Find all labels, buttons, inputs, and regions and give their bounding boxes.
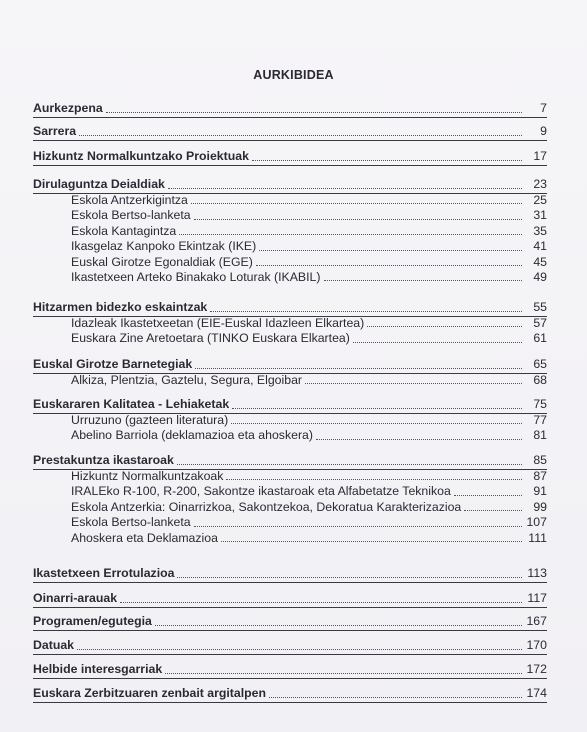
toc-page-number: 25 xyxy=(533,192,547,207)
toc-section xyxy=(33,100,547,117)
toc-page-number: 85 xyxy=(533,453,547,467)
toc-section xyxy=(33,452,547,546)
toc-subentry xyxy=(33,428,547,443)
toc-page-number: 113 xyxy=(527,566,547,580)
toc-section xyxy=(33,123,547,140)
dot-leader xyxy=(454,495,522,496)
section-underline xyxy=(33,702,547,703)
toc-section-title: Prestakuntza ikastaroak xyxy=(33,453,174,467)
toc-page-number: 91 xyxy=(533,484,547,499)
toc-subentry-title: IRALEko R-100, R-200, Sakontze ikastaroak eta Alfabetatze Teknikoa xyxy=(71,484,451,499)
toc-section-title: Oinarri-arauak xyxy=(33,591,118,605)
toc-section-title: Dirulaguntza Deialdiak xyxy=(33,177,165,191)
toc-page-number: 99 xyxy=(533,499,547,514)
section-underline xyxy=(33,630,547,631)
dot-leader xyxy=(367,326,522,327)
toc-subentry-title: Eskola Antzerkigintza xyxy=(71,192,188,207)
toc-page-number: 172 xyxy=(526,662,547,676)
toc-section-entry xyxy=(33,123,547,140)
dot-leader xyxy=(316,439,522,440)
toc-subentry-title: Hizkuntz Normalkuntzakoak xyxy=(71,468,224,483)
toc-subentry xyxy=(33,208,547,223)
dot-leader xyxy=(79,135,522,136)
toc-section-entry xyxy=(33,100,547,117)
toc-subentry-title: Eskola Bertso-lanketa xyxy=(71,208,191,223)
dot-leader xyxy=(221,541,522,542)
toc-subentry xyxy=(33,255,547,270)
section-underline xyxy=(33,117,547,118)
toc-subentry-title: Eskola Antzerkia: Oinarrizkoa, Sakontzekoa, Dekoratua Karakterizazioa xyxy=(71,499,462,514)
section-underline xyxy=(33,678,547,679)
section-underline xyxy=(33,607,547,608)
section-underline xyxy=(33,582,547,583)
toc-subentry xyxy=(33,373,547,388)
toc-section-entry xyxy=(33,637,547,654)
toc-section-title: Euskararen Kalitatea - Lehiaketak xyxy=(33,397,230,411)
toc-subentry xyxy=(33,515,547,530)
toc-page-number: 170 xyxy=(526,638,547,652)
toc-section xyxy=(33,148,547,165)
dot-leader xyxy=(177,464,522,465)
toc-subentry xyxy=(33,224,547,239)
toc-page-number: 61 xyxy=(533,331,547,346)
toc-page-number: 117 xyxy=(527,591,547,605)
dot-leader xyxy=(226,479,522,480)
dot-leader xyxy=(210,311,522,312)
toc-subentry-title: Eskola Bertso-lanketa xyxy=(71,515,191,530)
dot-leader xyxy=(77,649,522,650)
toc-section-entry xyxy=(33,176,547,193)
toc-page-number: 41 xyxy=(533,239,547,254)
toc-page-number: 55 xyxy=(533,300,547,314)
dot-leader xyxy=(232,408,522,409)
dot-leader xyxy=(120,602,522,603)
toc-subentry xyxy=(33,239,547,254)
toc-section-title: Hitzarmen bidezko eskaintzak xyxy=(33,300,208,314)
toc-subentry-title: Idazleak Ikastetxeetan (EIE-Euskal Idazleen Elkartea) xyxy=(71,315,365,330)
dot-leader xyxy=(353,342,522,343)
toc-subentry-title: Urruzuno (gazteen literatura) xyxy=(71,412,229,427)
dot-leader xyxy=(168,188,522,189)
dot-leader xyxy=(194,219,522,220)
toc-page-number: 35 xyxy=(533,223,547,238)
toc-section-title: Ikastetxeen Errotulazioa xyxy=(33,566,175,580)
toc-section-title: Aurkezpena xyxy=(33,101,103,115)
toc-page-number: 81 xyxy=(533,428,547,443)
toc-page-number: 174 xyxy=(526,686,547,700)
toc-section-entry xyxy=(33,396,547,413)
section-underline xyxy=(33,165,547,166)
toc-subentry-title: Abelino Barriola (deklamazioa eta ahoskera) xyxy=(71,428,313,443)
toc-section xyxy=(33,685,547,702)
toc-page-number: 31 xyxy=(533,208,547,223)
dot-leader xyxy=(256,265,522,266)
dot-leader xyxy=(269,697,522,698)
toc-subentry-title: Ahoskera eta Deklamazioa xyxy=(71,530,218,545)
toc-subentry xyxy=(33,270,547,285)
toc-section-title: Programen/egutegia xyxy=(33,614,152,628)
toc-page-number: 65 xyxy=(533,357,547,371)
toc-page-number: 23 xyxy=(533,177,547,191)
toc-subentry-title: Euskara Zine Aretoetara (TINKO Euskara Elkartea) xyxy=(71,331,350,346)
dot-leader xyxy=(195,368,522,369)
toc-section-entry xyxy=(33,613,547,630)
toc-subentry xyxy=(33,331,547,346)
toc-page-number: 111 xyxy=(528,530,547,545)
toc-section-entry xyxy=(33,590,547,607)
dot-leader xyxy=(252,160,522,161)
toc-section-entry xyxy=(33,299,547,316)
dot-leader xyxy=(191,203,522,204)
toc-section-title: Hizkuntz Normalkuntzako Proiektuak xyxy=(33,149,249,163)
toc-section xyxy=(33,590,547,607)
toc-subentry xyxy=(33,316,547,331)
toc-section xyxy=(33,637,547,654)
toc-page-number: 7 xyxy=(540,101,547,115)
toc-subentry-title: Eskola Kantagintza xyxy=(71,223,177,238)
dot-leader xyxy=(464,510,522,511)
toc-section xyxy=(33,396,547,444)
toc-page-number: 57 xyxy=(533,315,547,330)
dot-leader xyxy=(179,234,522,235)
toc-section-entry xyxy=(33,565,547,582)
dot-leader xyxy=(165,673,522,674)
toc-page-number: 107 xyxy=(526,515,547,530)
page-title: AURKIBIDEA xyxy=(253,68,334,82)
toc-section-title: Helbide interesgarriak xyxy=(33,662,163,676)
toc-section-entry xyxy=(33,452,547,469)
dot-leader xyxy=(155,625,522,626)
toc-subentry xyxy=(33,531,547,546)
dot-leader xyxy=(194,526,522,527)
toc-page-number: 87 xyxy=(533,468,547,483)
toc-section-entry xyxy=(33,661,547,678)
toc-page-number: 167 xyxy=(526,614,547,628)
toc-section-title: Sarrera xyxy=(33,124,77,138)
toc-section xyxy=(33,176,547,285)
toc-section xyxy=(33,661,547,678)
toc-section xyxy=(33,565,547,582)
dot-leader xyxy=(231,423,522,424)
toc-subentry-title: Ikastetxeen Arteko Binakako Loturak (IKABIL) xyxy=(71,269,321,284)
toc-page-number: 45 xyxy=(533,254,547,269)
toc-subentry xyxy=(33,484,547,499)
toc-page-number: 68 xyxy=(533,372,547,387)
dot-leader xyxy=(106,112,522,113)
toc-section-title: Euskal Girotze Barnetegiak xyxy=(33,357,193,371)
toc-section xyxy=(33,356,547,388)
toc-subentry xyxy=(33,413,547,428)
toc-page-number: 9 xyxy=(540,124,547,138)
toc-page-number: 49 xyxy=(533,269,547,284)
section-underline xyxy=(33,654,547,655)
toc-section-entry xyxy=(33,356,547,373)
toc-section-title: Datuak xyxy=(33,638,75,652)
toc-section-title: Euskara Zerbitzuaren zenbait argitalpen xyxy=(33,686,267,700)
dot-leader xyxy=(324,280,523,281)
dot-leader xyxy=(177,577,522,578)
toc-page-number: 17 xyxy=(533,149,547,163)
toc-page-number: 75 xyxy=(533,397,547,411)
toc-section xyxy=(33,613,547,630)
dot-leader xyxy=(259,250,522,251)
toc-section xyxy=(33,299,547,347)
toc-subentry xyxy=(33,469,547,484)
section-underline xyxy=(33,140,547,141)
toc-subentry-title: Ikasgelaz Kanpoko Ekintzak (IKE) xyxy=(71,239,257,254)
toc-page-number: 77 xyxy=(533,412,547,427)
dot-leader xyxy=(305,383,522,384)
toc-subentry xyxy=(33,193,547,208)
toc-section-entry xyxy=(33,685,547,702)
toc-subentry-title: Euskal Girotze Egonaldiak (EGE) xyxy=(71,254,253,269)
toc-subentry-title: Alkiza, Plentzia, Gaztelu, Segura, Elgoibar xyxy=(71,372,303,387)
toc-subentry xyxy=(33,500,547,515)
toc-section-entry xyxy=(33,148,547,165)
